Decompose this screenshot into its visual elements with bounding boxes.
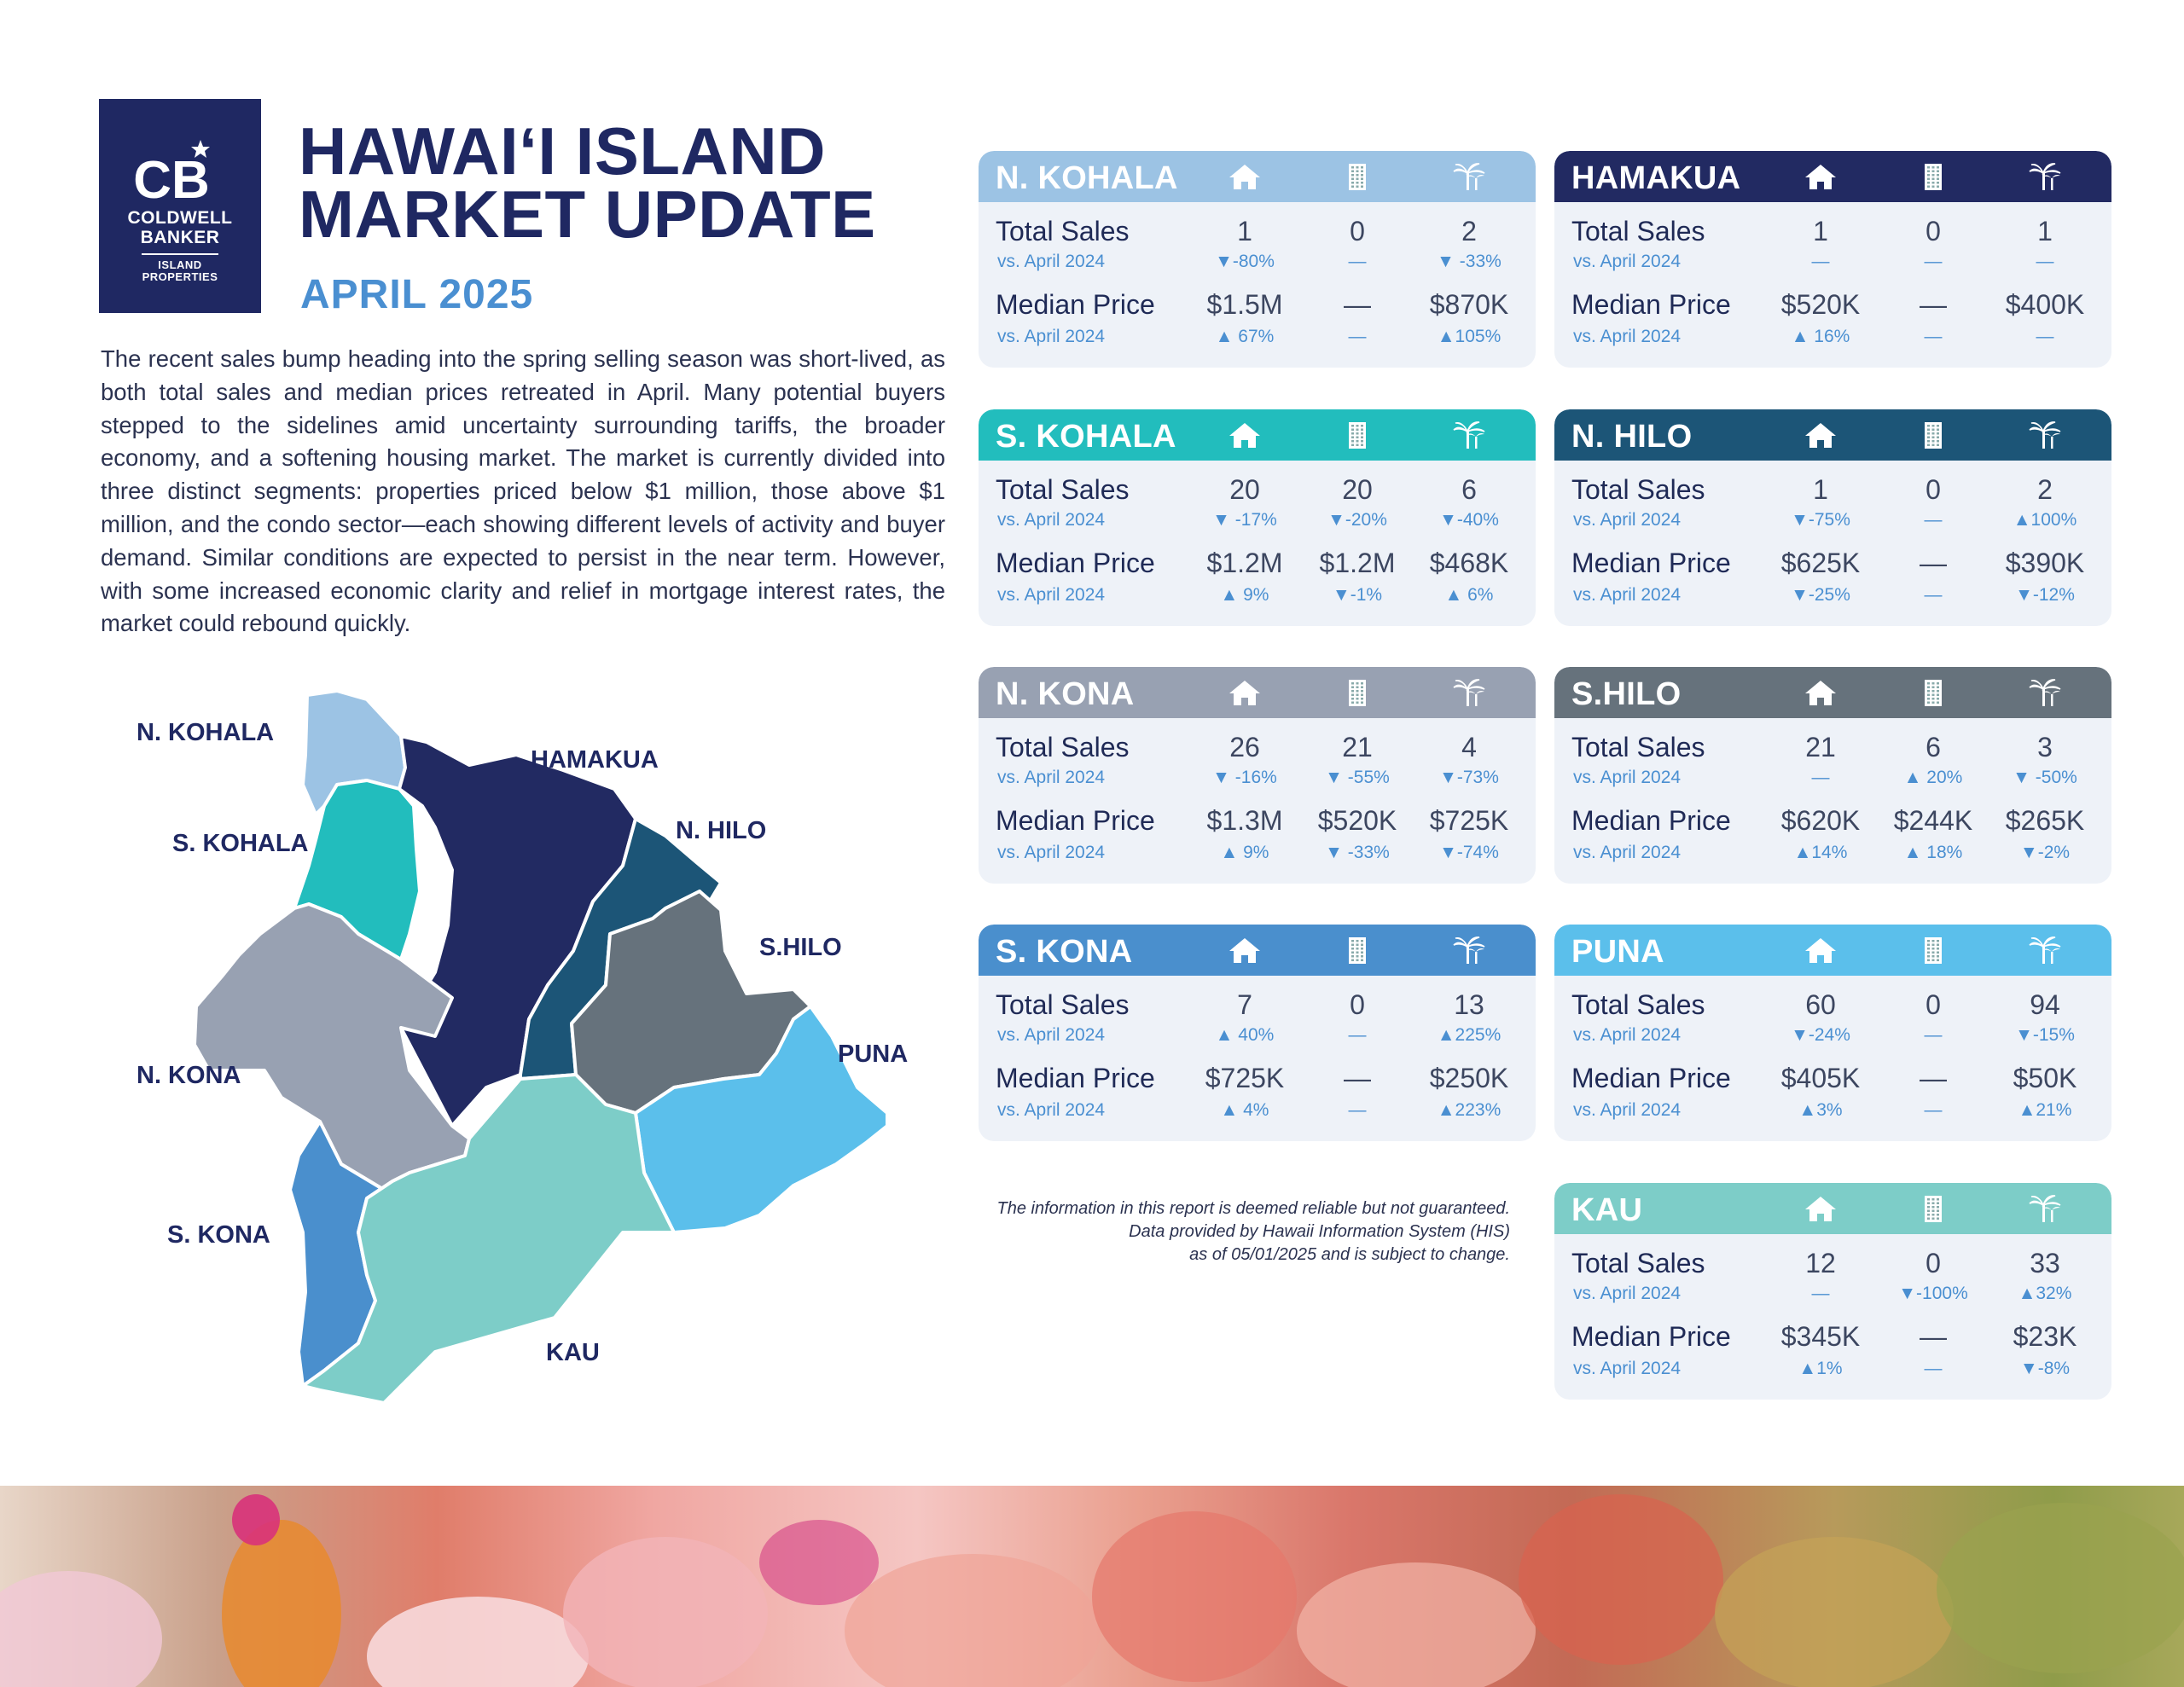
map-label-hamakua: HAMAKUA bbox=[531, 746, 659, 774]
median-price-land: $23K bbox=[2013, 1321, 2077, 1352]
median-price-label: Median Price bbox=[996, 548, 1155, 578]
total-sales-label: Total Sales bbox=[1571, 216, 1705, 246]
total-sales-change-single-family: ▼ -17% bbox=[1212, 510, 1277, 530]
median-price-label: Median Price bbox=[1571, 1321, 1731, 1352]
total-sales-single-family: 21 bbox=[1805, 732, 1836, 762]
total-sales-single-family: 12 bbox=[1805, 1248, 1836, 1278]
median-price-single-family: $345K bbox=[1780, 1321, 1861, 1352]
region-card-n-kona bbox=[979, 667, 1536, 884]
total-sales-change-condo: ▼-100% bbox=[1898, 1284, 1968, 1303]
total-sales-comparison-label: vs. April 2024 bbox=[997, 252, 1106, 271]
total-sales-single-family: 7 bbox=[1237, 989, 1252, 1020]
total-sales-change-land: — bbox=[2036, 252, 2054, 271]
total-sales-condo: 0 bbox=[1926, 474, 1941, 505]
total-sales-single-family: 1 bbox=[1237, 216, 1252, 246]
median-price-label: Median Price bbox=[996, 289, 1155, 320]
total-sales-change-land: ▲32% bbox=[2018, 1284, 2072, 1303]
total-sales-land: 2 bbox=[1461, 216, 1477, 246]
median-price-label: Median Price bbox=[996, 805, 1155, 836]
total-sales-change-condo: — bbox=[1348, 252, 1367, 271]
median-price-change-single-family: ▲ 9% bbox=[1220, 843, 1269, 862]
median-price-change-condo: — bbox=[1924, 585, 1943, 605]
median-price-land: $250K bbox=[1429, 1063, 1509, 1093]
palm-tree-icon bbox=[2028, 677, 2062, 708]
island-map bbox=[111, 678, 921, 1467]
total-sales-comparison-label: vs. April 2024 bbox=[1573, 252, 1682, 271]
region-card-s-kohala bbox=[979, 409, 1536, 626]
total-sales-label: Total Sales bbox=[996, 216, 1130, 246]
median-price-label: Median Price bbox=[1571, 1063, 1731, 1093]
median-price-label: Median Price bbox=[1571, 805, 1731, 836]
region-card-header bbox=[1554, 409, 2111, 461]
condo-building-icon bbox=[1916, 161, 1950, 192]
total-sales-condo: 0 bbox=[1926, 1248, 1941, 1278]
median-price-single-family: $1.5M bbox=[1206, 289, 1283, 320]
disclaimer-line2: Data provided by Hawaii Information System (HIS) bbox=[1129, 1222, 1510, 1241]
region-name: PUNA bbox=[1571, 934, 1664, 970]
map-label-s-hilo: S.HILO bbox=[759, 934, 842, 961]
total-sales-comparison-label: vs. April 2024 bbox=[1573, 1025, 1682, 1045]
median-price-change-land: ▼-12% bbox=[2015, 585, 2075, 605]
median-price-change-condo: — bbox=[1924, 1359, 1943, 1378]
total-sales-label: Total Sales bbox=[1571, 732, 1705, 762]
region-name: S. KOHALA bbox=[996, 419, 1176, 455]
total-sales-land: 3 bbox=[2037, 732, 2053, 762]
region-card-s-hilo bbox=[1554, 667, 2111, 884]
total-sales-label: Total Sales bbox=[1571, 474, 1705, 505]
region-card-puna bbox=[1554, 925, 2111, 1141]
median-price-comparison-label: vs. April 2024 bbox=[1573, 327, 1682, 346]
house-icon bbox=[1228, 935, 1262, 965]
region-card-header bbox=[979, 667, 1536, 718]
median-price-land: $725K bbox=[1429, 805, 1509, 836]
total-sales-land: 13 bbox=[1454, 989, 1484, 1020]
median-price-change-land: ▲ 6% bbox=[1444, 585, 1494, 605]
palm-tree-icon bbox=[2028, 1193, 2062, 1224]
median-price-single-family: $520K bbox=[1780, 289, 1861, 320]
median-price-change-condo: ▼ -33% bbox=[1325, 843, 1390, 862]
region-card-n-hilo bbox=[1554, 409, 2111, 626]
house-icon bbox=[1228, 161, 1262, 192]
total-sales-land: 94 bbox=[2030, 989, 2060, 1020]
total-sales-condo: 20 bbox=[1342, 474, 1373, 505]
total-sales-label: Total Sales bbox=[996, 989, 1130, 1020]
median-price-comparison-label: vs. April 2024 bbox=[997, 327, 1106, 346]
total-sales-change-condo: — bbox=[1924, 252, 1943, 271]
total-sales-change-single-family: ▼-24% bbox=[1791, 1025, 1850, 1045]
median-price-condo: — bbox=[1920, 548, 1947, 578]
palm-tree-icon bbox=[1452, 161, 1486, 192]
svg-text:CB: CB bbox=[133, 151, 210, 208]
total-sales-single-family: 1 bbox=[1813, 216, 1828, 246]
total-sales-comparison-label: vs. April 2024 bbox=[1573, 1284, 1682, 1303]
palm-tree-icon bbox=[1452, 677, 1486, 708]
total-sales-label: Total Sales bbox=[996, 474, 1130, 505]
median-price-change-land: ▼-8% bbox=[2019, 1359, 2071, 1378]
median-price-condo: $244K bbox=[1893, 805, 1973, 836]
disclaimer-line3: as of 05/01/2025 and is subject to change. bbox=[1189, 1245, 1510, 1264]
region-card-s-kona bbox=[979, 925, 1536, 1141]
total-sales-change-single-family: ▼-75% bbox=[1791, 510, 1850, 530]
map-label-kau: KAU bbox=[546, 1339, 600, 1366]
median-price-condo: — bbox=[1344, 1063, 1371, 1093]
total-sales-change-condo: — bbox=[1924, 510, 1943, 530]
palm-tree-icon bbox=[1452, 935, 1486, 965]
condo-building-icon bbox=[1340, 677, 1374, 708]
region-name: HAMAKUA bbox=[1571, 160, 1741, 196]
region-card-n-kohala bbox=[979, 151, 1536, 368]
median-price-comparison-label: vs. April 2024 bbox=[1573, 1100, 1682, 1120]
region-card-header bbox=[1554, 1183, 2111, 1234]
condo-building-icon bbox=[1916, 677, 1950, 708]
region-name: KAU bbox=[1571, 1192, 1643, 1228]
median-price-comparison-label: vs. April 2024 bbox=[997, 585, 1106, 605]
condo-building-icon bbox=[1340, 420, 1374, 450]
total-sales-land: 1 bbox=[2037, 216, 2053, 246]
total-sales-change-condo: — bbox=[1924, 1025, 1943, 1045]
region-card-header bbox=[1554, 151, 2111, 202]
region-card-hamakua bbox=[1554, 151, 2111, 368]
median-price-comparison-label: vs. April 2024 bbox=[1573, 585, 1682, 605]
palm-tree-icon bbox=[1452, 420, 1486, 450]
title-line2: MARKET UPDATE bbox=[299, 177, 876, 252]
region-card-kau bbox=[1554, 1183, 2111, 1400]
median-price-change-land: ▲105% bbox=[1437, 327, 1502, 346]
median-price-change-single-family: ▲ 67% bbox=[1215, 327, 1275, 346]
house-icon bbox=[1228, 420, 1262, 450]
palm-tree-icon bbox=[2028, 935, 2062, 965]
coldwell-banker-logo bbox=[99, 99, 261, 313]
total-sales-change-land: ▼-40% bbox=[1439, 510, 1499, 530]
median-price-condo: — bbox=[1920, 1321, 1947, 1352]
median-price-change-condo: ▼-1% bbox=[1332, 585, 1383, 605]
total-sales-label: Total Sales bbox=[1571, 1248, 1705, 1278]
map-label-n-kona: N. KONA bbox=[136, 1062, 241, 1089]
median-price-change-single-family: ▲1% bbox=[1798, 1359, 1843, 1378]
total-sales-change-single-family: — bbox=[1811, 252, 1830, 271]
median-price-land: $390K bbox=[2005, 548, 2085, 578]
median-price-condo: $1.2M bbox=[1319, 548, 1396, 578]
total-sales-comparison-label: vs. April 2024 bbox=[997, 768, 1106, 787]
total-sales-comparison-label: vs. April 2024 bbox=[997, 510, 1106, 530]
median-price-label: Median Price bbox=[1571, 289, 1731, 320]
median-price-comparison-label: vs. April 2024 bbox=[997, 843, 1106, 862]
total-sales-change-land: ▼-73% bbox=[1439, 768, 1499, 787]
median-price-change-single-family: ▲ 9% bbox=[1220, 585, 1269, 605]
total-sales-single-family: 20 bbox=[1229, 474, 1260, 505]
median-price-change-condo: ▲ 18% bbox=[1903, 843, 1963, 862]
median-price-change-single-family: ▲14% bbox=[1793, 843, 1848, 862]
median-price-land: $400K bbox=[2005, 289, 2085, 320]
condo-building-icon bbox=[1916, 1193, 1950, 1224]
median-price-comparison-label: vs. April 2024 bbox=[997, 1100, 1106, 1120]
total-sales-change-single-family: ▲ 40% bbox=[1215, 1025, 1275, 1045]
condo-building-icon bbox=[1340, 161, 1374, 192]
median-price-single-family: $1.3M bbox=[1206, 805, 1283, 836]
median-price-change-land: ▼-74% bbox=[1439, 843, 1499, 862]
median-price-change-condo: — bbox=[1924, 1100, 1943, 1120]
disclaimer-line1: The information in this report is deemed reliable but not guaranteed. bbox=[996, 1199, 1510, 1218]
total-sales-land: 4 bbox=[1461, 732, 1477, 762]
median-price-change-single-family: ▲3% bbox=[1798, 1100, 1843, 1120]
region-name: S. KONA bbox=[996, 934, 1133, 970]
logo-brand-line2: BANKER bbox=[140, 228, 220, 247]
total-sales-condo: 0 bbox=[1926, 216, 1941, 246]
house-icon bbox=[1804, 161, 1838, 192]
region-card-header bbox=[979, 409, 1536, 461]
total-sales-land: 2 bbox=[2037, 474, 2053, 505]
map-label-s-kona: S. KONA bbox=[167, 1221, 270, 1249]
logo-sub-line2: PROPERTIES bbox=[142, 270, 218, 283]
report-month: APRIL 2025 bbox=[300, 272, 534, 317]
total-sales-change-condo: — bbox=[1348, 1025, 1367, 1045]
map-label-s-kohala: S. KOHALA bbox=[172, 830, 309, 857]
condo-building-icon bbox=[1340, 935, 1374, 965]
total-sales-comparison-label: vs. April 2024 bbox=[1573, 510, 1682, 530]
region-card-header bbox=[1554, 667, 2111, 718]
total-sales-change-land: ▲225% bbox=[1437, 1025, 1502, 1045]
total-sales-single-family: 26 bbox=[1229, 732, 1260, 762]
median-price-condo: — bbox=[1920, 289, 1947, 320]
median-price-change-condo: — bbox=[1924, 327, 1943, 346]
median-price-change-single-family: ▼-25% bbox=[1791, 585, 1850, 605]
region-name: N. KONA bbox=[996, 676, 1135, 712]
total-sales-condo: 6 bbox=[1926, 732, 1941, 762]
map-label-n-kohala: N. KOHALA bbox=[136, 719, 275, 746]
median-price-change-land: ▼-2% bbox=[2019, 843, 2071, 862]
total-sales-comparison-label: vs. April 2024 bbox=[1573, 768, 1682, 787]
median-price-change-condo: — bbox=[1348, 327, 1367, 346]
house-icon bbox=[1228, 677, 1262, 708]
median-price-change-single-family: ▲ 16% bbox=[1791, 327, 1850, 346]
total-sales-condo: 21 bbox=[1342, 732, 1373, 762]
median-price-change-land: ▲223% bbox=[1437, 1100, 1502, 1120]
median-price-label: Median Price bbox=[996, 1063, 1155, 1093]
palm-tree-icon bbox=[2028, 420, 2062, 450]
condo-building-icon bbox=[1916, 935, 1950, 965]
logo-brand-line1: COLDWELL bbox=[127, 208, 233, 228]
median-price-condo: — bbox=[1344, 289, 1371, 320]
total-sales-condo: 0 bbox=[1926, 989, 1941, 1020]
intro-paragraph: The recent sales bump heading into the spring selling season was short-lived, as both total sales and median prices retreated in April. Many potential buyers stepped to the sidelines amid uncertainty surrounding tariffs, the broader economy, and a softening housing market. The market is currently divided into three distinct segments: properties priced below $1 million, those above $1 million, and the condo sector—each showing different levels of activity and buyer demand. Similar conditions are expected to persist in the near term. However, with some increased economic clarity and relief in mortgage interest rates, the market could rebound quickly. bbox=[101, 345, 945, 637]
orchid-photo-banner bbox=[0, 1486, 2184, 1687]
median-price-label: Median Price bbox=[1571, 548, 1731, 578]
house-icon bbox=[1804, 935, 1838, 965]
median-price-change-single-family: ▲ 4% bbox=[1220, 1100, 1269, 1120]
median-price-single-family: $620K bbox=[1780, 805, 1861, 836]
palm-tree-icon bbox=[2028, 161, 2062, 192]
disclaimer bbox=[921, 1197, 1510, 1267]
median-price-condo: — bbox=[1920, 1063, 1947, 1093]
region-name: N. KOHALA bbox=[996, 160, 1178, 196]
median-price-single-family: $625K bbox=[1780, 548, 1861, 578]
logo-sub-line1: ISLAND bbox=[158, 258, 202, 271]
total-sales-land: 6 bbox=[1461, 474, 1477, 505]
total-sales-change-land: ▼ -50% bbox=[2013, 768, 2077, 787]
total-sales-single-family: 60 bbox=[1805, 989, 1836, 1020]
median-price-single-family: $725K bbox=[1205, 1063, 1285, 1093]
total-sales-change-land: ▼-15% bbox=[2015, 1025, 2075, 1045]
median-price-comparison-label: vs. April 2024 bbox=[1573, 1359, 1682, 1378]
house-icon bbox=[1804, 677, 1838, 708]
total-sales-condo: 0 bbox=[1350, 989, 1365, 1020]
total-sales-land: 33 bbox=[2030, 1248, 2060, 1278]
house-icon bbox=[1804, 1193, 1838, 1224]
total-sales-change-condo: ▼-20% bbox=[1327, 510, 1387, 530]
region-card-header bbox=[979, 151, 1536, 202]
logo-divider bbox=[142, 253, 218, 255]
title-line1: HAWAIʻI ISLAND bbox=[299, 113, 827, 188]
map-label-n-hilo: N. HILO bbox=[676, 817, 767, 844]
total-sales-change-single-family: — bbox=[1811, 1284, 1830, 1303]
total-sales-change-single-family: ▼ -16% bbox=[1212, 768, 1277, 787]
median-price-change-land: ▲21% bbox=[2018, 1100, 2072, 1120]
median-price-change-land: — bbox=[2036, 327, 2054, 346]
median-price-change-condo: — bbox=[1348, 1100, 1367, 1120]
total-sales-change-single-family: — bbox=[1811, 768, 1830, 787]
page-title bbox=[299, 113, 876, 252]
condo-building-icon bbox=[1916, 420, 1950, 450]
total-sales-change-land: ▼ -33% bbox=[1437, 252, 1502, 271]
median-price-land: $468K bbox=[1429, 548, 1509, 578]
cb-monogram-icon bbox=[99, 131, 261, 208]
map-label-puna: PUNA bbox=[838, 1041, 909, 1068]
median-price-land: $265K bbox=[2005, 805, 2085, 836]
total-sales-label: Total Sales bbox=[996, 732, 1130, 762]
median-price-land: $50K bbox=[2013, 1063, 2077, 1093]
total-sales-change-condo: ▲ 20% bbox=[1903, 768, 1963, 787]
house-icon bbox=[1804, 420, 1838, 450]
median-price-condo: $520K bbox=[1317, 805, 1397, 836]
region-card-header bbox=[979, 925, 1536, 976]
region-card-header bbox=[1554, 925, 2111, 976]
total-sales-change-condo: ▼ -55% bbox=[1325, 768, 1390, 787]
total-sales-condo: 0 bbox=[1350, 216, 1365, 246]
median-price-single-family: $405K bbox=[1780, 1063, 1861, 1093]
total-sales-change-single-family: ▼-80% bbox=[1215, 252, 1275, 271]
median-price-comparison-label: vs. April 2024 bbox=[1573, 843, 1682, 862]
median-price-land: $870K bbox=[1429, 289, 1509, 320]
total-sales-label: Total Sales bbox=[1571, 989, 1705, 1020]
region-name: N. HILO bbox=[1571, 419, 1693, 455]
region-name: S.HILO bbox=[1571, 676, 1682, 712]
median-price-single-family: $1.2M bbox=[1206, 548, 1283, 578]
total-sales-change-land: ▲100% bbox=[2013, 510, 2077, 530]
total-sales-single-family: 1 bbox=[1813, 474, 1828, 505]
total-sales-comparison-label: vs. April 2024 bbox=[997, 1025, 1106, 1045]
